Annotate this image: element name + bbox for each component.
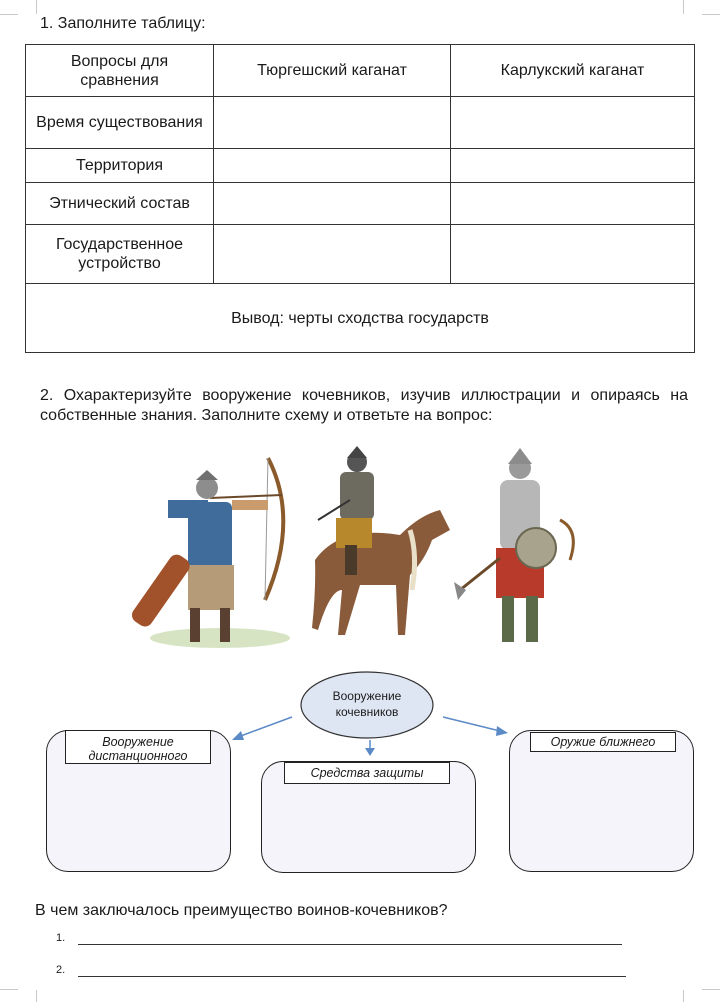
answer-cell[interactable]	[451, 149, 695, 183]
table-row	[26, 225, 695, 284]
table-row	[26, 97, 695, 149]
table-header-row	[26, 45, 695, 97]
arrow-down-head	[365, 748, 375, 756]
arrow-right-head	[496, 726, 508, 736]
table-row	[26, 183, 695, 225]
answer-cell[interactable]	[451, 183, 695, 225]
arrow-left-head	[232, 731, 244, 740]
warriors-illustration	[0, 440, 720, 660]
answer-cell[interactable]	[214, 97, 451, 149]
corner-mark	[683, 0, 702, 14]
task-1-heading: 1. Заполните таблицу:	[40, 15, 206, 32]
answer-cell[interactable]	[214, 225, 451, 284]
corner-mark	[18, 990, 37, 1002]
conclusion-row	[26, 284, 695, 353]
corner-mark	[683, 990, 702, 1002]
weapons-scheme	[0, 660, 720, 880]
arrow-left	[238, 717, 292, 737]
answer-line-2[interactable]	[78, 976, 626, 977]
corner-mark	[0, 989, 18, 990]
corner-mark	[702, 989, 720, 990]
horseman-illustration	[312, 446, 450, 635]
answer-cell[interactable]	[451, 225, 695, 284]
answer-cell[interactable]	[451, 97, 695, 149]
ranged-weapons-label: Вооружение дистанционного	[65, 730, 211, 764]
shield-warrior-illustration	[454, 448, 573, 642]
archer-illustration	[129, 458, 290, 648]
row-label: Территория	[26, 149, 214, 183]
corner-mark	[702, 14, 720, 15]
table-row	[26, 149, 695, 183]
arrow-right	[443, 717, 500, 731]
answer-number-2: 2.	[56, 964, 66, 976]
melee-weapons-label: Оружие ближнего	[530, 732, 676, 752]
question-text: В чем заключалось преимущество воинов-кочевников?	[35, 902, 448, 919]
answer-number-1: 1.	[56, 932, 66, 944]
task-2-heading: 2. Охарактеризуйте вооружение кочевников, изучив иллюстрации и опираясь на собственные знания. Заполните схему и ответьте на вопрос:	[40, 387, 688, 424]
conclusion-cell[interactable]: Вывод: черты сходства государств	[26, 284, 695, 353]
answer-cell[interactable]	[214, 149, 451, 183]
header-turgesh: Тюргешский каганат	[214, 45, 451, 97]
row-label: Этнический состав	[26, 183, 214, 225]
answer-line-1[interactable]	[78, 944, 622, 945]
row-label: Время существования	[26, 97, 214, 149]
corner-mark	[18, 0, 37, 14]
header-questions: Вопросы для сравнения	[26, 45, 214, 97]
scheme-center-label: Вооружение кочевников	[332, 689, 402, 719]
answer-cell[interactable]	[214, 183, 451, 225]
comparison-table	[25, 44, 695, 353]
defense-label: Средства защиты	[284, 762, 450, 784]
row-label: Государственное устройство	[26, 225, 214, 284]
header-karluk: Карлукский каганат	[451, 45, 695, 97]
corner-mark	[0, 14, 18, 15]
